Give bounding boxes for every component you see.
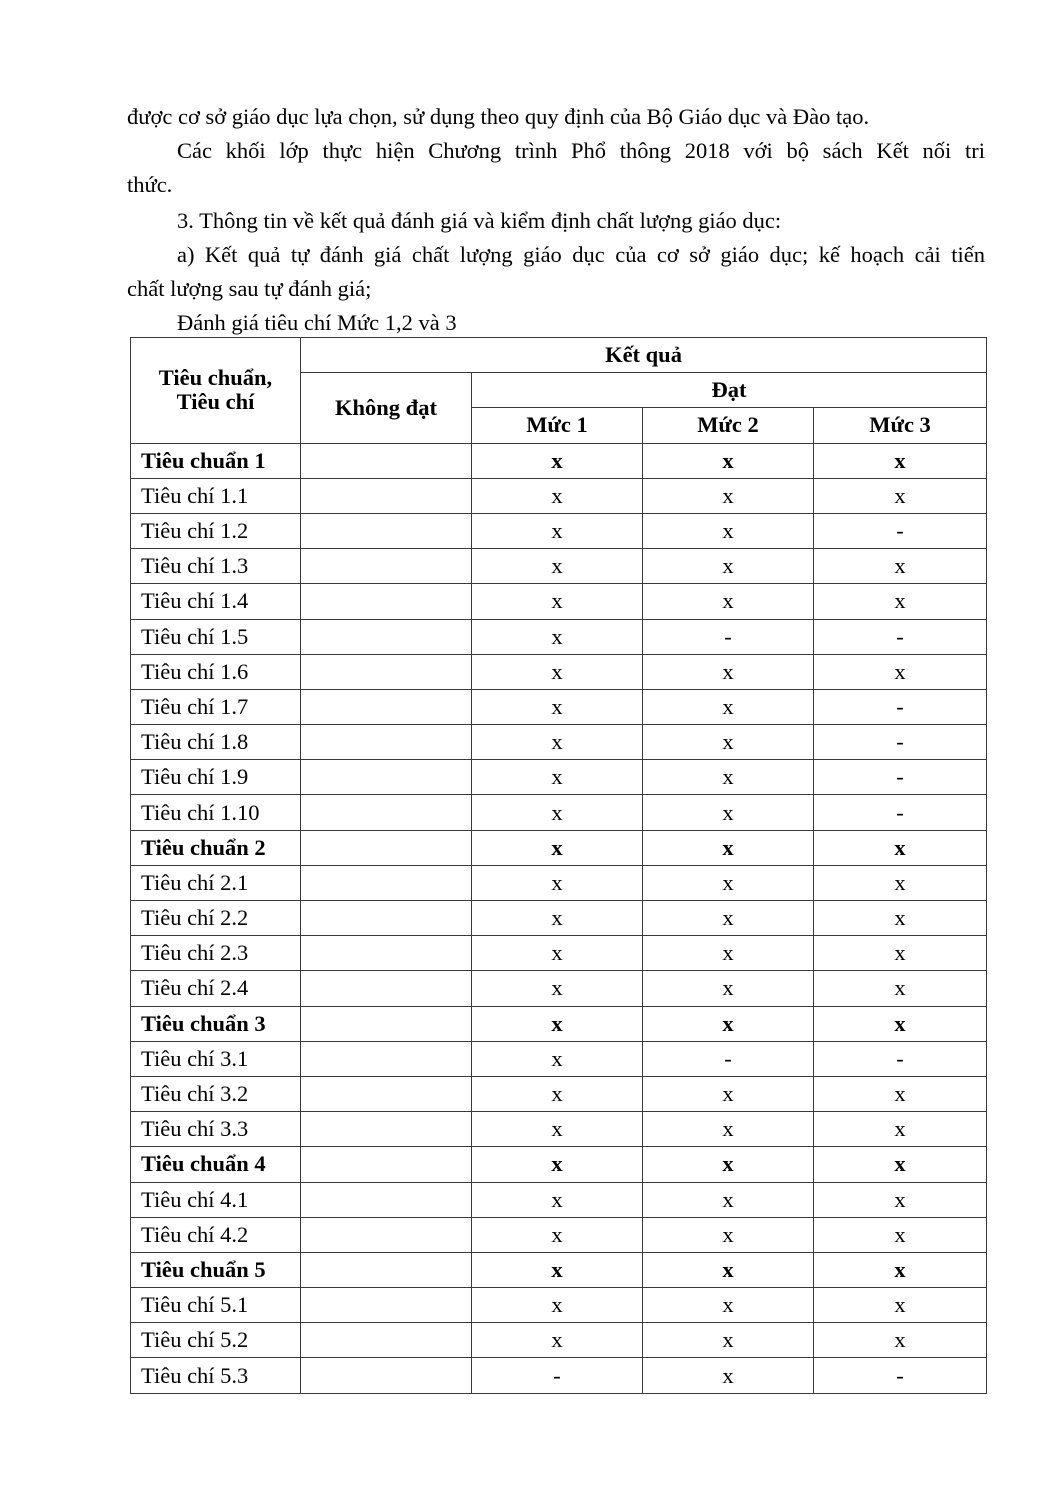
table-row-criterion [131, 725, 987, 760]
cell-level-2: x [643, 1182, 814, 1217]
cell-level-3: x [814, 1112, 987, 1147]
cell-not-achieved [301, 936, 472, 971]
cell-level-1: x [472, 1112, 643, 1147]
row-label: Tiêu chí 2.4 [131, 971, 301, 1006]
cell-level-2: x [643, 936, 814, 971]
cell-not-achieved [301, 513, 472, 548]
header-result: Kết quả [301, 338, 987, 373]
cell-level-1: x [472, 830, 643, 865]
cell-level-2: x [643, 1288, 814, 1323]
table-row-standard [131, 1252, 987, 1287]
header-level-2: Mức 2 [643, 408, 814, 443]
cell-not-achieved [301, 549, 472, 584]
table-row-standard [131, 1006, 987, 1041]
row-label: Tiêu chí 2.2 [131, 901, 301, 936]
cell-level-1: x [472, 1006, 643, 1041]
cell-not-achieved [301, 1112, 472, 1147]
section-heading-quality-assessment: 3. Thông tin về kết quả đánh giá và kiểm định chất lượng giáo dục: [177, 208, 782, 233]
table-row-criterion [131, 1182, 987, 1217]
header-achieved: Đạt [472, 373, 987, 408]
table-caption: Đánh giá tiêu chí Mức 1,2 và 3 [177, 310, 457, 335]
header-criteria-line2: Tiêu chí [176, 389, 255, 415]
row-label: Tiêu chí 2.1 [131, 865, 301, 900]
cell-level-2: x [643, 513, 814, 548]
row-label: Tiêu chí 1.10 [131, 795, 301, 830]
table-row-criterion [131, 865, 987, 900]
table-row-criterion [131, 760, 987, 795]
row-label: Tiêu chuẩn 1 [131, 443, 301, 478]
cell-level-1: - [472, 1358, 643, 1393]
paragraph-curriculum-continued: thức. [127, 172, 173, 197]
table-row-criterion [131, 936, 987, 971]
row-label: Tiêu chí 1.8 [131, 725, 301, 760]
cell-level-3: - [814, 513, 987, 548]
cell-not-achieved [301, 1147, 472, 1182]
cell-level-1: x [472, 513, 643, 548]
row-label: Tiêu chí 4.2 [131, 1217, 301, 1252]
row-label: Tiêu chí 1.3 [131, 549, 301, 584]
row-label: Tiêu chí 4.1 [131, 1182, 301, 1217]
cell-level-2: x [643, 971, 814, 1006]
cell-level-1: x [472, 795, 643, 830]
row-label: Tiêu chí 5.3 [131, 1358, 301, 1393]
cell-level-3: x [814, 584, 987, 619]
cell-level-1: x [472, 689, 643, 724]
cell-level-2: x [643, 654, 814, 689]
cell-level-3: x [814, 443, 987, 478]
cell-not-achieved [301, 830, 472, 865]
cell-level-2: x [643, 760, 814, 795]
cell-not-achieved [301, 795, 472, 830]
paragraph-curriculum: Các khối lớp thực hiện Chương trình Phổ thông 2018 với bộ sách Kết nối tri [177, 138, 985, 163]
cell-not-achieved [301, 725, 472, 760]
table-row-criterion [131, 1358, 987, 1393]
cell-not-achieved [301, 584, 472, 619]
cell-level-3: - [814, 760, 987, 795]
cell-not-achieved [301, 1006, 472, 1041]
cell-level-2: x [643, 1147, 814, 1182]
cell-level-3: - [814, 795, 987, 830]
header-level-1: Mức 1 [472, 408, 643, 443]
row-label: Tiêu chí 1.6 [131, 654, 301, 689]
table-row-criterion [131, 549, 987, 584]
row-label: Tiêu chí 1.4 [131, 584, 301, 619]
cell-not-achieved [301, 478, 472, 513]
table-row-criterion [131, 1041, 987, 1076]
cell-not-achieved [301, 619, 472, 654]
cell-not-achieved [301, 901, 472, 936]
cell-level-3: x [814, 1076, 987, 1111]
table-row-criterion [131, 654, 987, 689]
paragraph-self-assessment: a) Kết quả tự đánh giá chất lượng giáo dục của cơ sở giáo dục; kế hoạch cải tiến [177, 242, 985, 267]
table-row-standard [131, 443, 987, 478]
cell-not-achieved [301, 760, 472, 795]
cell-level-2: x [643, 584, 814, 619]
row-label: Tiêu chí 1.9 [131, 760, 301, 795]
cell-level-1: x [472, 1041, 643, 1076]
cell-level-1: x [472, 584, 643, 619]
cell-level-2: - [643, 619, 814, 654]
row-label: Tiêu chuẩn 4 [131, 1147, 301, 1182]
cell-level-1: x [472, 478, 643, 513]
cell-level-3: - [814, 619, 987, 654]
cell-not-achieved [301, 1076, 472, 1111]
cell-level-2: x [643, 830, 814, 865]
cell-level-1: x [472, 1076, 643, 1111]
cell-level-3: x [814, 865, 987, 900]
row-label: Tiêu chí 5.2 [131, 1323, 301, 1358]
cell-level-2: x [643, 443, 814, 478]
table-row-criterion [131, 584, 987, 619]
table-row-criterion [131, 513, 987, 548]
table-row-criterion [131, 1076, 987, 1111]
cell-not-achieved [301, 689, 472, 724]
cell-level-1: x [472, 549, 643, 584]
cell-level-1: x [472, 654, 643, 689]
header-not-achieved: Không đạt [301, 373, 472, 443]
table-row-criterion [131, 689, 987, 724]
cell-not-achieved [301, 1182, 472, 1217]
cell-level-3: x [814, 830, 987, 865]
cell-level-2: x [643, 478, 814, 513]
cell-level-3: x [814, 1147, 987, 1182]
cell-level-2: x [643, 689, 814, 724]
cell-level-3: x [814, 1288, 987, 1323]
header-row-1 [131, 338, 987, 373]
cell-level-1: x [472, 865, 643, 900]
cell-not-achieved [301, 1323, 472, 1358]
assessment-results-table [130, 337, 987, 1394]
row-label: Tiêu chí 2.3 [131, 936, 301, 971]
cell-not-achieved [301, 1252, 472, 1287]
cell-level-2: x [643, 795, 814, 830]
table-row-standard [131, 830, 987, 865]
cell-not-achieved [301, 1041, 472, 1076]
cell-level-3: x [814, 1006, 987, 1041]
cell-level-1: x [472, 1217, 643, 1252]
cell-level-2: x [643, 1252, 814, 1287]
table-row-criterion [131, 971, 987, 1006]
row-label: Tiêu chí 1.1 [131, 478, 301, 513]
cell-level-3: x [814, 1182, 987, 1217]
paragraph-self-assessment-continued: chất lượng sau tự đánh giá; [127, 276, 372, 301]
cell-level-3: x [814, 1252, 987, 1287]
cell-level-3: x [814, 478, 987, 513]
table-row-criterion [131, 1217, 987, 1252]
cell-level-3: - [814, 725, 987, 760]
row-label: Tiêu chuẩn 3 [131, 1006, 301, 1041]
table-row-standard [131, 1147, 987, 1182]
cell-level-1: x [472, 1288, 643, 1323]
cell-level-2: x [643, 901, 814, 936]
cell-level-1: x [472, 1182, 643, 1217]
header-criteria-line1: Tiêu chuẩn, [158, 365, 273, 391]
header-level-3: Mức 3 [814, 408, 987, 443]
cell-level-3: x [814, 901, 987, 936]
cell-level-3: x [814, 1323, 987, 1358]
cell-level-1: x [472, 971, 643, 1006]
row-label: Tiêu chí 3.3 [131, 1112, 301, 1147]
cell-level-2: x [643, 1217, 814, 1252]
cell-level-1: x [472, 443, 643, 478]
table-row-criterion [131, 901, 987, 936]
cell-level-2: x [643, 865, 814, 900]
cell-level-1: x [472, 760, 643, 795]
row-label: Tiêu chuẩn 2 [131, 830, 301, 865]
header-criteria [131, 338, 301, 444]
cell-level-3: x [814, 549, 987, 584]
cell-level-1: x [472, 901, 643, 936]
row-label: Tiêu chí 1.7 [131, 689, 301, 724]
cell-level-2: x [643, 1358, 814, 1393]
cell-level-1: x [472, 1323, 643, 1358]
cell-level-2: x [643, 1112, 814, 1147]
cell-level-3: x [814, 654, 987, 689]
cell-not-achieved [301, 971, 472, 1006]
cell-level-2: - [643, 1041, 814, 1076]
cell-level-3: x [814, 936, 987, 971]
cell-level-2: x [643, 1006, 814, 1041]
cell-level-3: x [814, 971, 987, 1006]
table-row-criterion [131, 1112, 987, 1147]
cell-level-2: x [643, 1076, 814, 1111]
cell-level-3: - [814, 689, 987, 724]
cell-not-achieved [301, 1217, 472, 1252]
table-row-criterion [131, 1288, 987, 1323]
table-row-criterion [131, 795, 987, 830]
cell-not-achieved [301, 1358, 472, 1393]
row-label: Tiêu chuẩn 5 [131, 1252, 301, 1287]
cell-not-achieved [301, 443, 472, 478]
cell-level-3: - [814, 1358, 987, 1393]
cell-not-achieved [301, 1288, 472, 1323]
cell-level-2: x [643, 549, 814, 584]
cell-level-1: x [472, 725, 643, 760]
table-row-criterion [131, 619, 987, 654]
cell-not-achieved [301, 654, 472, 689]
cell-level-1: x [472, 1147, 643, 1182]
row-label: Tiêu chí 3.2 [131, 1076, 301, 1111]
cell-level-3: - [814, 1041, 987, 1076]
row-label: Tiêu chí 1.2 [131, 513, 301, 548]
table-row-criterion [131, 478, 987, 513]
cell-level-1: x [472, 936, 643, 971]
cell-level-2: x [643, 725, 814, 760]
row-label: Tiêu chí 1.5 [131, 619, 301, 654]
assessment-results-body [131, 443, 987, 1393]
table-row-criterion [131, 1323, 987, 1358]
cell-level-1: x [472, 619, 643, 654]
cell-not-achieved [301, 865, 472, 900]
row-label: Tiêu chí 3.1 [131, 1041, 301, 1076]
cell-level-2: x [643, 1323, 814, 1358]
cell-level-1: x [472, 1252, 643, 1287]
paragraph-textbook-selection: được cơ sở giáo dục lựa chọn, sử dụng theo quy định của Bộ Giáo dục và Đào tạo. [127, 104, 870, 129]
cell-level-3: x [814, 1217, 987, 1252]
row-label: Tiêu chí 5.1 [131, 1288, 301, 1323]
